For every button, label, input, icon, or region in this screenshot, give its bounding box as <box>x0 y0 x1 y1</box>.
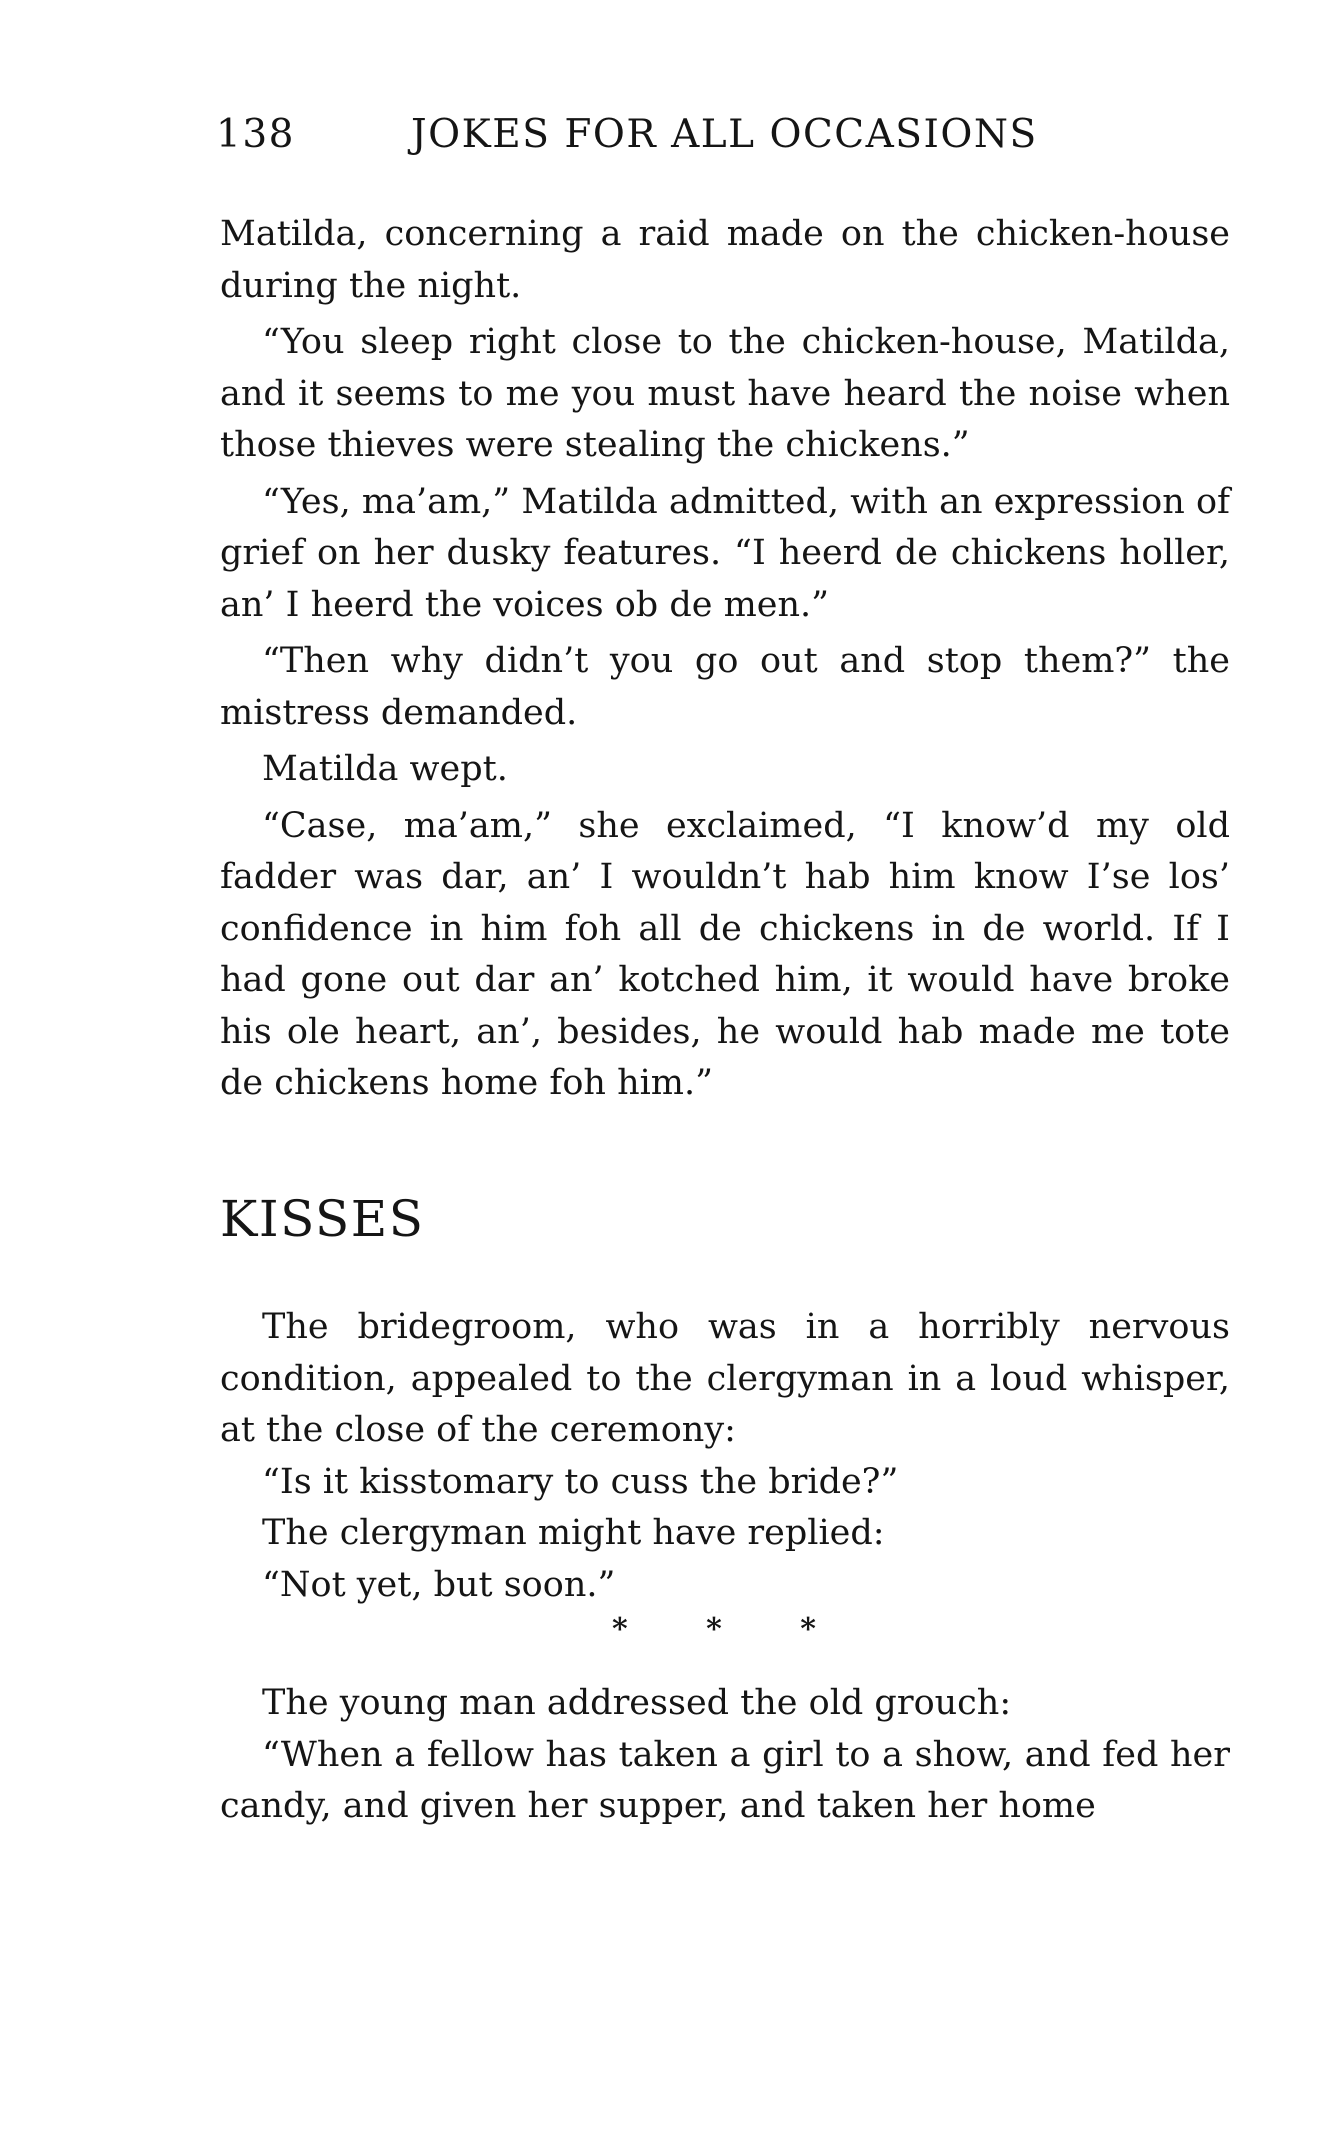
story-paragraph: “Case, ma’am,” she exclaimed, “I know’d my old fadder was dar, an’ I wouldn’t hab him know I’se los’ confidence in him foh all de chickens in de world. If I had gone out dar an’ kotched him, it would have broke his ole heart, an’, besides, he would hab made me tote de chickens home foh him.” <box>220 805 1230 1103</box>
story-paragraph: Matilda wept. <box>262 749 508 789</box>
running-title: JOKES FOR ALL OCCASIONS <box>411 112 1038 157</box>
page-number: 138 <box>216 112 295 157</box>
story-paragraph: “Then why didn’t you go out and stop them?” the mistress demanded. <box>220 641 1230 733</box>
joke-paragraph: The bridegroom, who was in a horribly nervous condition, appealed to the clergyman in a loud whisper, at the close of the ceremony: <box>220 1307 1230 1450</box>
page-header <box>216 112 1038 157</box>
joke-paragraph: “Is it kisstomary to cuss the bride?” <box>262 1461 899 1502</box>
joke-young-man <box>220 1678 1230 1833</box>
story-paragraph: “You sleep right close to the chicken-house, Matilda, and it seems to me you must have heard the noise when those thieves were stealing the chickens.” <box>220 322 1230 465</box>
story-paragraph: “Yes, ma’am,” Matilda admitted, with an expression of grief on her dusky features. “I heerd de chickens holler, an’ I heerd the voices ob de men.” <box>220 481 1230 625</box>
story-paragraph: Matilda, concerning a raid made on the chicken-house during the night. <box>220 214 1230 306</box>
joke-bridegroom <box>220 1302 1230 1611</box>
joke-paragraph: The young man addressed the old grouch: <box>262 1683 1012 1723</box>
joke-paragraph: “When a fellow has taken a girl to a show, and fed her candy, and given her supper, and taken her home <box>220 1734 1230 1826</box>
joke-paragraph: “Not yet, but soon.” <box>262 1564 616 1605</box>
section-heading: KISSES <box>220 1190 425 1248</box>
joke-paragraph: The clergyman might have replied: <box>262 1513 885 1553</box>
asterisk-separator: * * * <box>612 1612 850 1647</box>
continued-story <box>220 209 1230 1110</box>
